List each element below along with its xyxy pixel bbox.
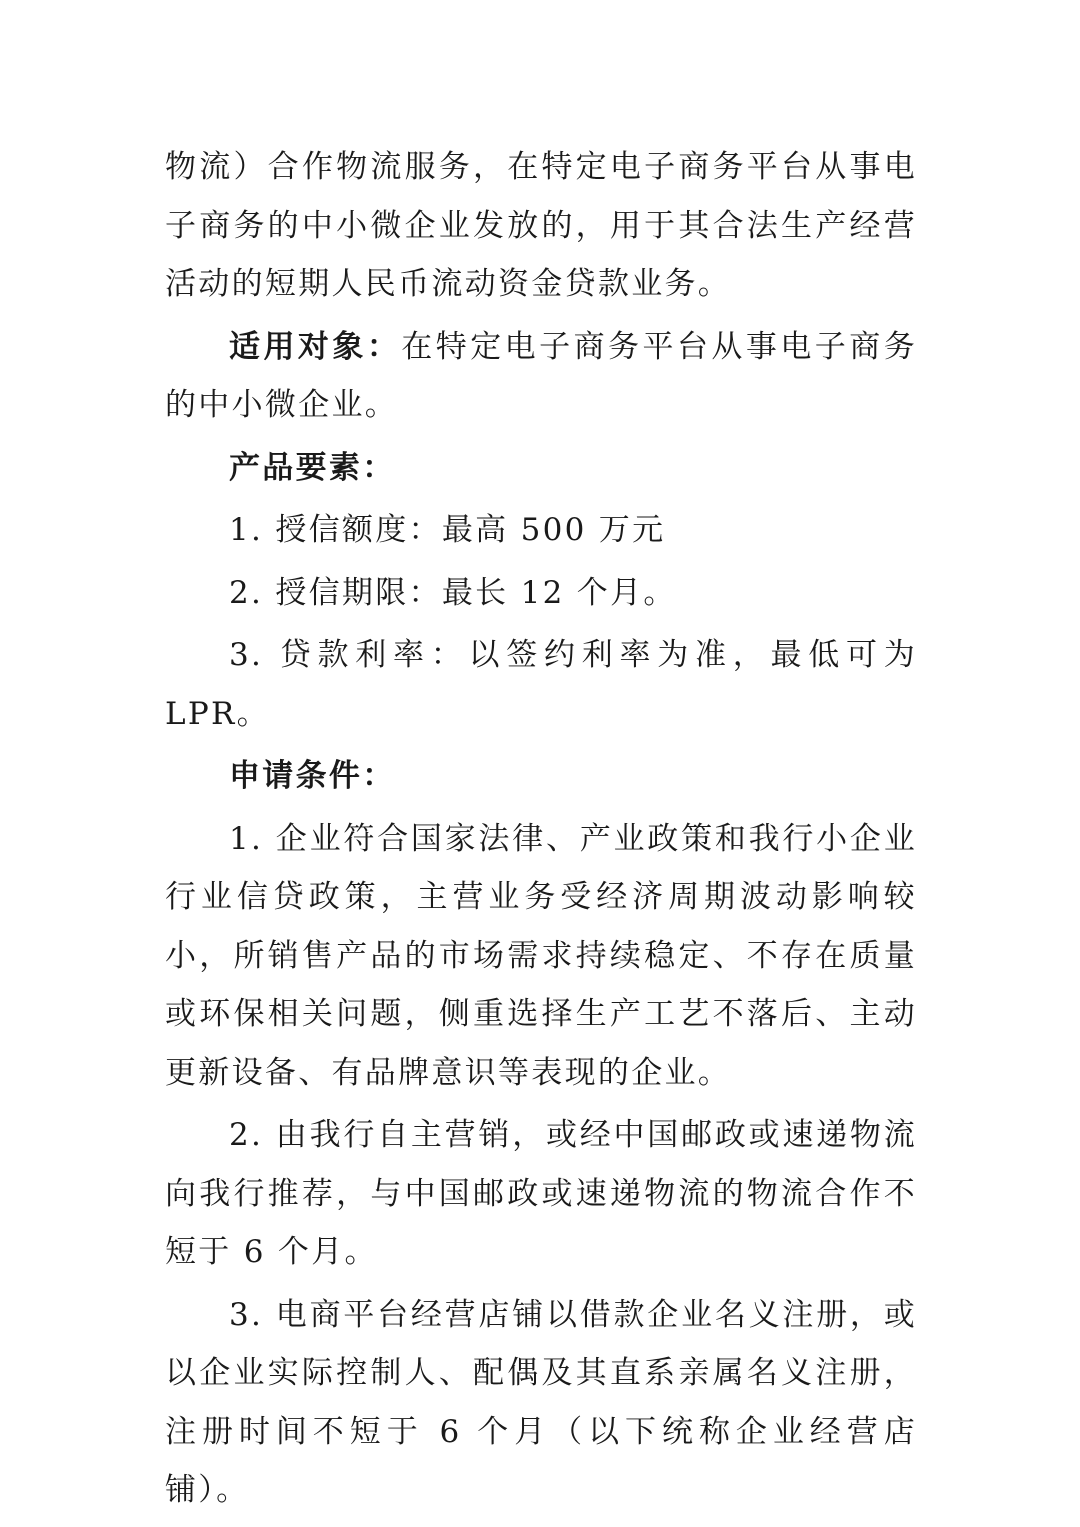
elements-item-2: 2. 授信期限：最长 12 个月。 xyxy=(229,574,677,611)
conditions-heading: 申请条件： xyxy=(229,758,396,794)
conditions-item-3: 3. 电商平台经营店铺以借款企业名义注册，或以企业实际控制人、配偶及其直系亲属名义注册，注册时间不短于 6 个月（以下统称企业经营店铺）。 xyxy=(165,1296,917,1508)
applicable-label: 适用对象： xyxy=(229,328,402,365)
conditions-item-2: 2. 由我行自主营销，或经中国邮政或速递物流向我行推荐，与中国邮政或速递物流的物流合作不短于 6 个月。 xyxy=(165,1117,917,1270)
elements-item-1: 1. 授信额度：最高 500 万元 xyxy=(229,512,666,548)
document-body xyxy=(165,138,917,1520)
elements-item-3: 3. 贷款利率：以签约利率为准，最低可为 LPR。 xyxy=(165,637,917,732)
applicable-paragraph xyxy=(165,318,917,435)
intro-paragraph: 物流）合作物流服务，在特定电子商务平台从事电子商务的中小微企业发放的，用于其合法生产经营活动的短期人民币流动资金贷款业务。 xyxy=(165,149,917,302)
elements-heading: 产品要素： xyxy=(229,449,396,486)
conditions-item-1: 1. 企业符合国家法律、产业政策和我行小企业行业信贷政策，主营业务受经济周期波动影响较小，所销售产品的市场需求持续稳定、不存在质量或环保相关问题，侧重选择生产工艺不落后、主动更新设备、有品牌意识等表现的企业。 xyxy=(165,820,917,1091)
applicable-text: 在特定电子商务平台从事电子商务的中小微企业。 xyxy=(165,328,918,423)
